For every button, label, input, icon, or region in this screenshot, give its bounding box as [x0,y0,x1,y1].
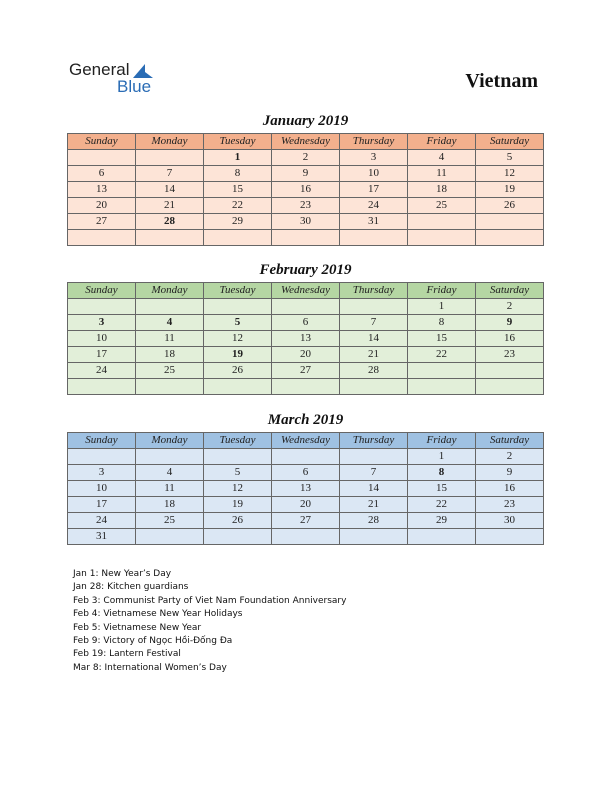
day-cell: 31 [68,529,136,545]
day-cell: 5 [476,150,544,166]
day-cell: 22 [204,198,272,214]
day-cell [272,529,340,545]
weekday-header: Tuesday [204,283,272,299]
day-cell [340,379,408,395]
week-row [68,230,544,246]
day-cell [136,299,204,315]
day-cell: 6 [272,315,340,331]
day-cell: 14 [340,481,408,497]
day-cell [408,230,476,246]
month-title-january: January 2019 [262,113,349,129]
day-cell [272,379,340,395]
weekday-header-row [68,433,544,449]
calendar-body [68,150,544,246]
day-cell [272,230,340,246]
day-cell: 29 [408,513,476,529]
day-cell: 7 [340,465,408,481]
day-cell [476,529,544,545]
day-cell: 7 [136,166,204,182]
country-title: Vietnam [465,70,538,92]
calendar-february [67,282,544,395]
day-cell [68,299,136,315]
day-cell: 20 [272,347,340,363]
week-row [68,299,544,315]
day-cell [340,230,408,246]
day-cell: 19 [204,497,272,513]
day-cell: 11 [136,481,204,497]
week-row [68,182,544,198]
day-cell: 2 [476,299,544,315]
day-cell: 24 [68,513,136,529]
day-cell: 16 [476,481,544,497]
holiday-day-cell: 1 [204,150,272,166]
day-cell: 18 [136,497,204,513]
day-cell: 27 [272,363,340,379]
month-title-february: February 2019 [259,262,352,278]
day-cell: 21 [136,198,204,214]
holiday-item: Feb 4: Vietnamese New Year Holidays [73,609,243,620]
weekday-header: Saturday [476,433,544,449]
day-cell: 12 [476,166,544,182]
day-cell: 20 [68,198,136,214]
weekday-header-row [68,283,544,299]
day-cell: 31 [340,214,408,230]
holiday-item: Feb 3: Communist Party of Viet Nam Foundation Anniversary [73,595,347,606]
day-cell [68,230,136,246]
week-row [68,497,544,513]
day-cell: 17 [68,497,136,513]
weekday-header: Friday [408,283,476,299]
week-row [68,513,544,529]
day-cell: 24 [68,363,136,379]
day-cell: 30 [272,214,340,230]
day-cell: 24 [340,198,408,214]
calendar-body [68,299,544,395]
day-cell [476,230,544,246]
day-cell: 26 [204,363,272,379]
day-cell [340,299,408,315]
day-cell [204,230,272,246]
day-cell [136,230,204,246]
day-cell: 23 [476,497,544,513]
day-cell: 23 [272,198,340,214]
day-cell [204,379,272,395]
flag-icon [133,64,153,78]
weekday-header: Thursday [340,134,408,150]
day-cell: 18 [408,182,476,198]
holiday-item: Jan 1: New Year’s Day [73,569,172,579]
weekday-header: Thursday [340,283,408,299]
day-cell: 1 [408,299,476,315]
week-row [68,529,544,545]
day-cell [340,529,408,545]
weekday-header: Sunday [68,134,136,150]
day-cell [136,449,204,465]
week-row [68,331,544,347]
day-cell: 27 [272,513,340,529]
day-cell: 30 [476,513,544,529]
weekday-header: Sunday [68,283,136,299]
week-row [68,347,544,363]
day-cell [272,299,340,315]
day-cell: 28 [340,513,408,529]
day-cell [68,379,136,395]
day-cell [408,379,476,395]
weekday-header: Wednesday [272,433,340,449]
day-cell: 8 [408,315,476,331]
day-cell [136,379,204,395]
week-row [68,198,544,214]
day-cell: 15 [204,182,272,198]
day-cell: 15 [408,331,476,347]
weekday-header: Saturday [476,283,544,299]
week-row [68,449,544,465]
holiday-item: Feb 9: Victory of Ngọc Hồi-Đống Đa [73,636,233,647]
day-cell: 28 [340,363,408,379]
holiday-day-cell: 19 [204,347,272,363]
day-cell: 9 [272,166,340,182]
day-cell: 27 [68,214,136,230]
day-cell: 4 [408,150,476,166]
day-cell: 14 [136,182,204,198]
day-cell [204,299,272,315]
day-cell: 17 [340,182,408,198]
holiday-item: Feb 5: Vietnamese New Year [73,622,202,633]
holiday-day-cell: 4 [136,315,204,331]
calendar-body [68,449,544,545]
day-cell: 13 [272,331,340,347]
day-cell: 22 [408,347,476,363]
week-row [68,379,544,395]
day-cell: 4 [136,465,204,481]
day-cell: 26 [204,513,272,529]
week-row [68,166,544,182]
day-cell [408,529,476,545]
week-row [68,150,544,166]
day-cell: 14 [340,331,408,347]
day-cell: 25 [408,198,476,214]
week-row [68,363,544,379]
day-cell [476,363,544,379]
day-cell [476,214,544,230]
day-cell [204,449,272,465]
brand-logo [69,60,169,96]
day-cell: 3 [68,465,136,481]
day-cell: 17 [68,347,136,363]
day-cell: 13 [272,481,340,497]
day-cell: 26 [476,198,544,214]
day-cell [68,150,136,166]
week-row [68,481,544,497]
day-cell: 6 [272,465,340,481]
holiday-list [73,568,473,675]
holiday-day-cell: 28 [136,214,204,230]
day-cell: 1 [408,449,476,465]
day-cell [68,449,136,465]
day-cell: 12 [204,331,272,347]
weekday-header: Friday [408,433,476,449]
day-cell: 21 [340,497,408,513]
day-cell: 25 [136,363,204,379]
weekday-header-row [68,134,544,150]
day-cell: 15 [408,481,476,497]
week-row [68,214,544,230]
day-cell: 10 [340,166,408,182]
month-title-march: March 2019 [267,412,344,428]
day-cell: 20 [272,497,340,513]
day-cell [408,363,476,379]
brand-line1: General [69,60,130,79]
weekday-header: Tuesday [204,433,272,449]
day-cell: 22 [408,497,476,513]
day-cell [136,529,204,545]
day-cell: 19 [476,182,544,198]
day-cell: 23 [476,347,544,363]
day-cell [476,379,544,395]
day-cell: 13 [68,182,136,198]
day-cell: 10 [68,331,136,347]
day-cell: 9 [476,465,544,481]
day-cell: 11 [136,331,204,347]
holiday-day-cell: 3 [68,315,136,331]
holiday-day-cell: 8 [408,465,476,481]
day-cell [408,214,476,230]
weekday-header: Sunday [68,433,136,449]
weekday-header: Monday [136,433,204,449]
day-cell: 25 [136,513,204,529]
day-cell: 16 [476,331,544,347]
weekday-header: Tuesday [204,134,272,150]
day-cell [136,150,204,166]
weekday-header: Wednesday [272,134,340,150]
week-row [68,465,544,481]
day-cell: 21 [340,347,408,363]
weekday-header: Friday [408,134,476,150]
holiday-item: Jan 28: Kitchen guardians [73,582,189,593]
weekday-header: Thursday [340,433,408,449]
day-cell: 18 [136,347,204,363]
day-cell [340,449,408,465]
day-cell: 8 [204,166,272,182]
day-cell: 16 [272,182,340,198]
day-cell: 2 [476,449,544,465]
day-cell [272,449,340,465]
calendar-january [67,133,544,246]
week-row [68,315,544,331]
day-cell: 11 [408,166,476,182]
day-cell: 7 [340,315,408,331]
day-cell: 3 [340,150,408,166]
day-cell: 5 [204,465,272,481]
holiday-day-cell: 9 [476,315,544,331]
weekday-header: Monday [136,283,204,299]
day-cell: 29 [204,214,272,230]
brand-line2: Blue [117,77,152,96]
day-cell: 10 [68,481,136,497]
holiday-day-cell: 5 [204,315,272,331]
weekday-header: Saturday [476,134,544,150]
day-cell [204,529,272,545]
day-cell: 2 [272,150,340,166]
weekday-header: Monday [136,134,204,150]
holiday-item: Feb 19: Lantern Festival [73,649,181,660]
weekday-header: Wednesday [272,283,340,299]
calendar-march [67,432,544,545]
day-cell: 6 [68,166,136,182]
day-cell: 12 [204,481,272,497]
holiday-item: Mar 8: International Women’s Day [73,662,227,673]
